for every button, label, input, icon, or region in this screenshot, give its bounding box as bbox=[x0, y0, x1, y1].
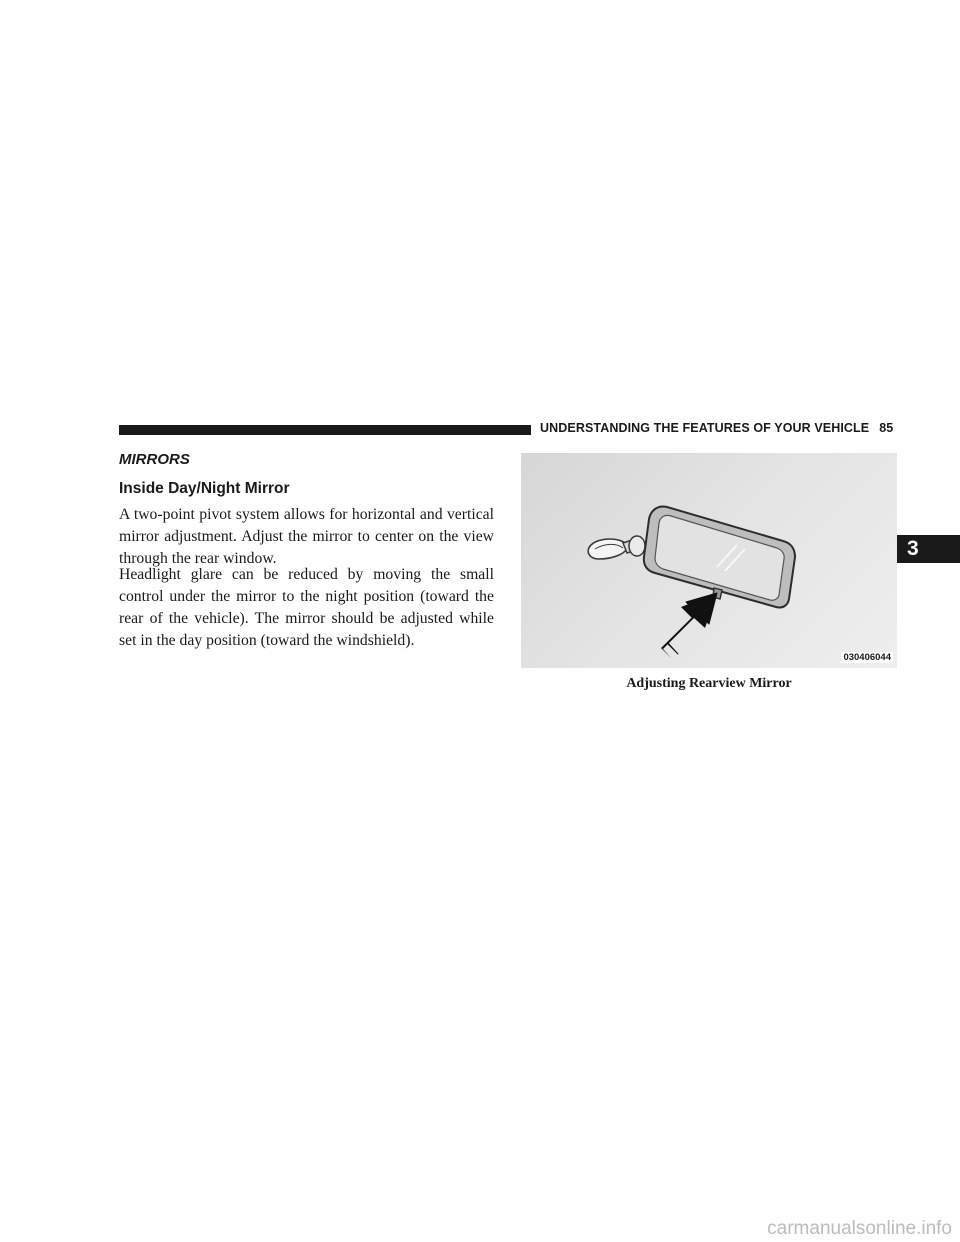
header-title: UNDERSTANDING THE FEATURES OF YOUR VEHICLE bbox=[540, 421, 870, 435]
paragraph-glare: Headlight glare can be reduced by moving the small control under the mirror to the night position (toward the rear of the vehicle). The mirror should be adjusted while set in the day position (toward the windshield). bbox=[119, 566, 494, 649]
arrow-icon bbox=[521, 453, 897, 668]
paragraph-pivot: A two-point pivot system allows for horizontal and vertical mirror adjustment. Adjust the mirror to center on the view through the rear window. bbox=[119, 506, 494, 567]
figure-caption: Adjusting Rearview Mirror bbox=[626, 676, 792, 691]
subsection-title: Inside Day/Night Mirror bbox=[119, 480, 290, 497]
page-number: 85 bbox=[879, 421, 894, 435]
header-rule bbox=[119, 425, 531, 435]
running-header bbox=[540, 421, 893, 435]
watermark: carmanualsonline.info bbox=[767, 1218, 952, 1239]
figure-code: 030406044 bbox=[843, 652, 891, 663]
chapter-number: 3 bbox=[907, 537, 919, 560]
section-title: MIRRORS bbox=[119, 451, 190, 468]
mirror-figure bbox=[521, 453, 897, 668]
